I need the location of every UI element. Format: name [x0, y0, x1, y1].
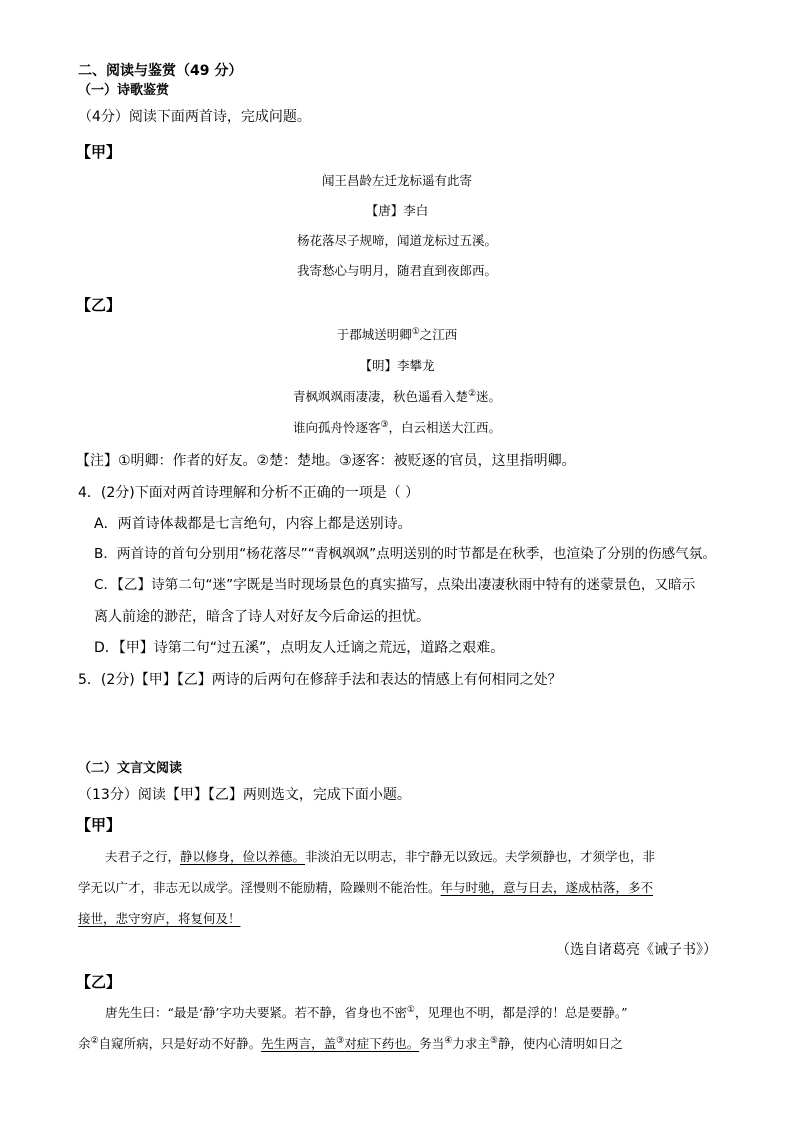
q4-option-b: B．两首诗的首句分别用“杨花落尽”“青枫飒飒”点明送别的时节都是在秋季，也渲染了分别的伤感气氛。 — [94, 546, 717, 562]
poem-a-line1: 杨花落尽子规啼，闻道龙标过五溪。 — [296, 233, 497, 248]
footnote-mark: ④ — [444, 1035, 453, 1046]
poem-b-title: 于郡城送明卿①之江西 — [336, 326, 458, 342]
poem-b-author: 【明】李攀龙 — [359, 358, 435, 373]
poem-a-line2: 我寄愁心与明月，随君直到夜郎西。 — [296, 263, 497, 278]
text-a-line2: 学无以广才，非志无以成学。淫慢则不能励精，险躁则不能治性。年与时驰，意与日去，遂成枯落，多不 — [78, 880, 654, 895]
text-b-line1: 唐先生曰：“最是‘静’字功夫要紧。若不静，省身也不密①，见理也不明，都是浮的！总是要静。” — [105, 1004, 628, 1020]
part2-intro: （13分）阅读【甲】【乙】两则选文，完成下面小题。 — [78, 787, 411, 803]
poem-note: 【注】①明卿：作者的好友。②楚：楚地。③逐客：被贬逐的官员，这里指明卿。 — [76, 453, 576, 469]
q4-stem: 4．(2分)下面对两首诗理解和分析不正确的一项是（ ） — [78, 485, 420, 501]
text-a-line1: 夫君子之行，静以修身，俭以养德。非淡泊无以明志，非宁静无以致远。夫学须静也，才须学也，非 — [105, 849, 656, 864]
q4-option-a: A．两首诗体裁都是七言绝句，内容上都是送别诗。 — [94, 516, 412, 532]
text-a-source: （选自诸葛亮《诫子书》） — [556, 942, 717, 958]
text-b-label: 【乙】 — [76, 973, 122, 991]
q4-option-d: D．【甲】诗第二句“过五溪”，点明友人迁谪之荒远，道路之艰难。 — [94, 640, 505, 656]
poem-a-author: 【唐】李白 — [365, 203, 429, 218]
q4-option-c: C．【乙】诗第二句“迷”字既是当时现场景色的真实描写，点染出凄凄秋雨中特有的迷蒙景色，又暗示 — [94, 577, 696, 593]
underlined-phrase: 年与时驰，意与日去，遂成枯落，多不 — [440, 880, 654, 895]
underlined-phrase: 接世，悲守穷庐，将复何及！ — [78, 911, 241, 926]
text-a-line3 — [78, 913, 241, 926]
footnote-mark: ③ — [336, 1035, 345, 1046]
q5-stem: 5．(2分)【甲】【乙】两诗的后两句在修辞手法和表达的情感上有何相同之处？ — [78, 672, 562, 688]
footnote-mark: ① — [411, 326, 420, 337]
underlined-phrase: 静以修身，俭以养德。 — [180, 849, 306, 864]
part1-intro: （4分）阅读下面两首诗，完成问题。 — [78, 109, 311, 125]
poem-b-line2: 谁向孤舟怜逐客③，白云相送大江西。 — [292, 419, 502, 435]
poem-a-title: 闻王昌龄左迁龙标遥有此寄 — [321, 173, 472, 188]
poem-a-label: 【甲】 — [76, 143, 122, 161]
poem-b-line1: 青枫飒飒雨凄凄，秋色遥看入楚②迷。 — [292, 388, 502, 404]
part1-heading: （一）诗歌鉴赏 — [78, 83, 170, 98]
footnote-mark: ① — [406, 1004, 415, 1015]
part2-heading: （二）文言文阅读 — [78, 761, 183, 776]
footnote-mark: ② — [467, 388, 477, 399]
section-title: 二、阅读与鉴赏（49 分） — [78, 63, 243, 79]
text-a-label: 【甲】 — [76, 816, 122, 834]
footnote-mark: ③ — [380, 419, 389, 430]
q4-option-c-cont: 离人前途的渺茫，暗含了诗人对好友今后命运的担忧。 — [94, 609, 430, 625]
poem-b-label: 【乙】 — [76, 296, 122, 314]
footnote-mark: ② — [90, 1035, 99, 1046]
text-b-line2: 余②自窥所病，只是好动不好静。先生两言，盖③对症下药也。务当④力求主⑤静，使内心清明如日之 — [78, 1035, 623, 1051]
underlined-phrase: 先生两言，盖③对症下药也。 — [261, 1035, 420, 1051]
footnote-mark: ⑤ — [489, 1035, 498, 1046]
